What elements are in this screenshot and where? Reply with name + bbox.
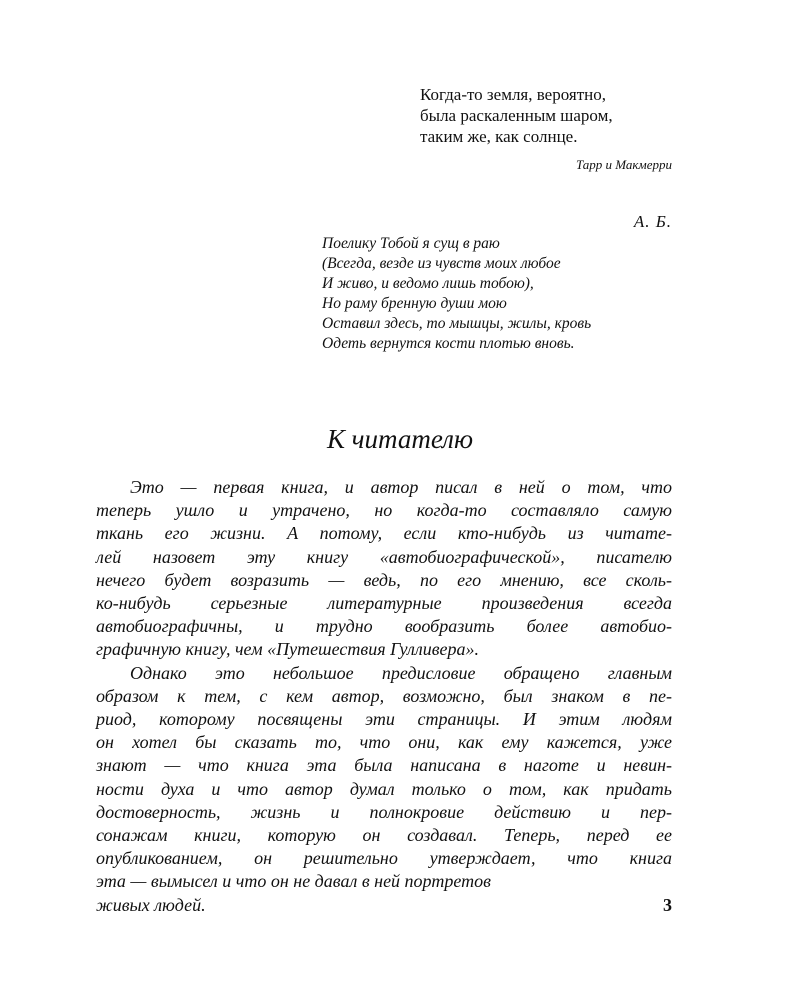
body-line: ко-нибудь серьезные литературные произведения всегда xyxy=(96,593,672,614)
epigraph-1 xyxy=(420,84,680,173)
epigraph-1-attribution: Тарр и Макмерри xyxy=(575,157,672,172)
epigraph-1-line: таким же, как солнце. xyxy=(420,127,578,146)
body-line: он хотел бы сказать то, что они, как ему кажется, уже xyxy=(96,732,672,753)
chapter-title: К читателю xyxy=(326,424,473,454)
poem-line: Одеть вернутся кости плотью вновь. xyxy=(322,335,575,352)
page-number: 3 xyxy=(663,894,672,915)
body-line: опубликованием, он решительно утверждает, что книга xyxy=(96,848,672,869)
epigraph-1-line: Когда-то земля, вероятно, xyxy=(420,85,606,104)
body-line: нечего будет возразить — ведь, по его мнению, все сколь- xyxy=(96,569,672,590)
epigraph-2-initials: А. Б. xyxy=(633,212,672,231)
body-line: эта — вымысел и что он не давал в ней портретов xyxy=(96,871,491,892)
body-line: Однако это небольшое предисловие обращено главным xyxy=(130,662,672,683)
body-line: достоверность, жизнь и полнокровие действию и пер- xyxy=(96,801,672,822)
poem-line: И живо, и ведомо лишь тобою), xyxy=(322,275,534,292)
body-line: ткань его жизни. А потому, если кто-нибудь из читате- xyxy=(96,523,672,544)
epigraph-2-poem xyxy=(322,234,591,354)
body-line: лей назовет эту книгу «автобиографической», писателю xyxy=(96,546,672,567)
body-line: знают — что книга эта была написана в наготе и невин- xyxy=(96,755,672,776)
poem-line: Но раму бренную души мою xyxy=(322,295,507,312)
body-line: ности духа и что автор думал только о том, как придать xyxy=(96,778,672,799)
body-line: сонажам книги, которую он создавал. Теперь, перед ее xyxy=(96,825,672,846)
poem-line: Поелику Тобой я сущ в раю xyxy=(322,235,500,252)
epigraph-1-line: была раскаленным шаром, xyxy=(420,106,613,125)
body-line: риод, которому посвящены эти страницы. И этим людям xyxy=(96,709,672,730)
body-line: теперь ушло и утрачено, но когда-то составляло самую xyxy=(96,500,672,521)
body-line: Это — первая книга, и автор писал в ней о том, что xyxy=(130,477,672,497)
body-last-line xyxy=(96,894,672,917)
body-line: графичную книгу, чем «Путешествия Гулливера». xyxy=(96,639,480,660)
body-line: автобиографичны, и трудно вообразить более автобио- xyxy=(96,616,672,637)
poem-line: (Всегда, везде из чувств моих любое xyxy=(322,255,561,272)
poem-line: Оставил здесь, то мышцы, жилы, кровь xyxy=(322,315,592,332)
body-line: живых людей. xyxy=(96,894,206,915)
body-line: образом к тем, с кем автор, возможно, был знаком в пе- xyxy=(96,685,672,706)
body-text xyxy=(96,476,672,917)
